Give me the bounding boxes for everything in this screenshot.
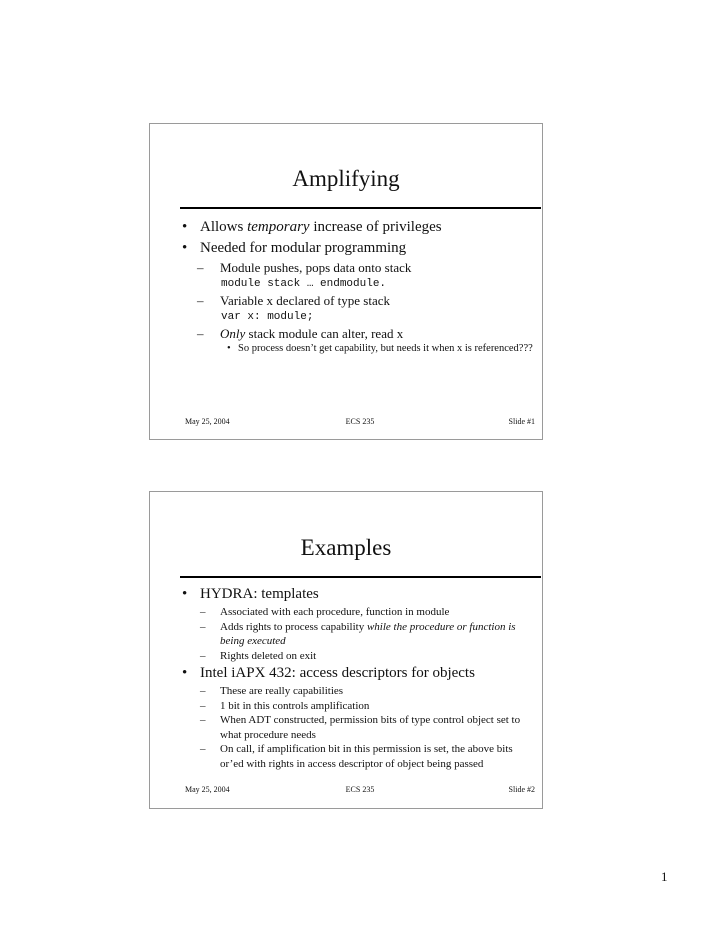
- footer-slide-number: Slide #2: [508, 785, 535, 794]
- footer-date: May 25, 2004: [185, 785, 230, 794]
- sub-bullet-item: – Module pushes, pops data onto stack: [197, 260, 412, 275]
- slide-2: [149, 491, 543, 809]
- bullet-item: • Needed for modular programming: [180, 238, 535, 259]
- bullet-icon: •: [182, 219, 188, 235]
- page-number: 1: [661, 869, 668, 884]
- sub-bullet-item: – These are really capabilities: [200, 685, 344, 697]
- dash-icon: –: [200, 685, 206, 697]
- sub-bullet-item: – Variable x declared of type stack: [197, 293, 391, 308]
- code-line: var x: module;: [221, 311, 314, 323]
- dash-icon: –: [200, 699, 206, 712]
- slide-body: [180, 584, 535, 771]
- bullet-icon: •: [182, 665, 188, 681]
- dash-icon: –: [200, 649, 206, 662]
- bullet-icon: •: [182, 240, 188, 256]
- footer-course: ECS 235: [345, 417, 375, 426]
- dash-icon: –: [200, 714, 206, 726]
- slide-title: Examples: [300, 535, 392, 560]
- slide-body: [180, 217, 535, 355]
- sub-bullet-item: – Associated with each procedure, function in module: [200, 606, 450, 618]
- dash-icon: –: [200, 743, 206, 755]
- bullet-icon: •: [227, 343, 231, 354]
- sub-bullet-item: – On call, if amplification bit in this permission is set, the above bits or’ed with rights in access descriptor of object being passed: [200, 743, 513, 770]
- sub-bullet-item: – 1 bit in this controls amplification: [200, 699, 370, 712]
- code-line: module stack … endmodule.: [221, 278, 387, 290]
- bullet-item: • Allows temporary increase of privileges: [180, 217, 535, 238]
- footer-slide-number: Slide #1: [508, 417, 535, 426]
- dash-icon: –: [197, 260, 204, 275]
- dash-icon: –: [200, 606, 206, 618]
- footer-course: ECS 235: [345, 785, 375, 794]
- sub-bullet-item: – When ADT constructed, permission bits of type control object set to what procedure needs: [200, 714, 521, 741]
- bullet-item: • Intel iAPX 432: access descriptors for objects: [180, 663, 535, 684]
- slide-title: Amplifying: [292, 166, 400, 191]
- slide-1: [149, 123, 543, 440]
- sub-bullet-item: – Rights deleted on exit: [200, 649, 317, 662]
- dash-icon: –: [197, 326, 204, 341]
- dash-icon: –: [197, 293, 204, 308]
- bullet-icon: •: [182, 586, 188, 602]
- sub-bullet-item: – Adds rights to process capability while the procedure or function is being executed: [200, 620, 516, 647]
- dash-icon: –: [200, 620, 206, 633]
- sub-sub-bullet-item: • So process doesn’t get capability, but needs it when x is referenced???: [227, 343, 533, 354]
- title-rule: [180, 576, 541, 578]
- footer-date: May 25, 2004: [185, 417, 230, 426]
- title-rule: [180, 207, 541, 209]
- sub-bullet-item: – Only stack module can alter, read x: [197, 326, 404, 341]
- bullet-item: • HYDRA: templates: [180, 584, 535, 605]
